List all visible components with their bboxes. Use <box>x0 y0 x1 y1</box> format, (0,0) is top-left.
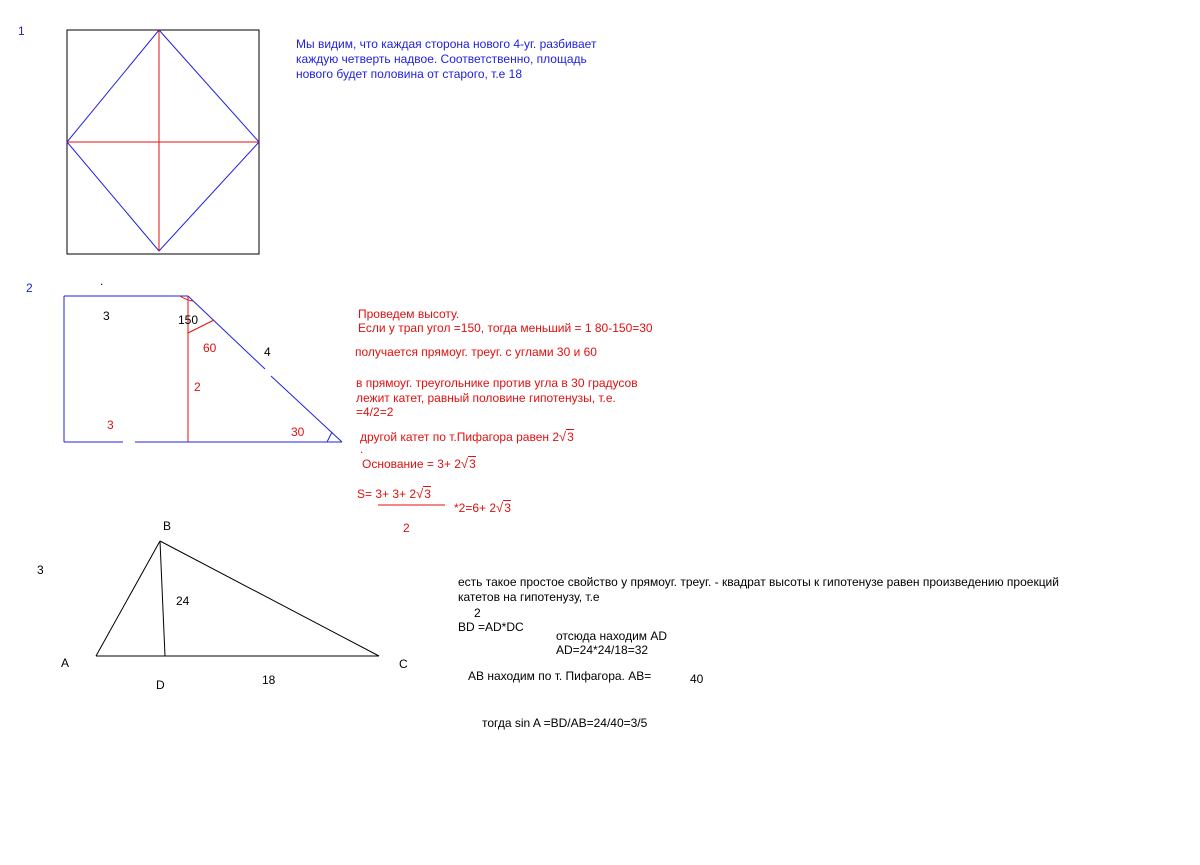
p2-line-8-radicand: 3 <box>469 457 476 471</box>
label-top-3: 3 <box>103 309 110 323</box>
p3-line-4: отсюда находим AD <box>556 629 668 643</box>
problem2-number: 2 <box>26 281 33 295</box>
trapezoid-slant-lower <box>271 376 342 442</box>
radical-sign: √ <box>416 486 424 501</box>
p3-line-6-value: 40 <box>690 672 704 686</box>
p2-line-4: в прямоуг. треугольнике против угла в 30 градусов <box>356 376 638 390</box>
problem1-line-1: Мы видим, что каждая сторона нового 4-уг. разбивает <box>296 37 597 51</box>
rhombus <box>67 30 259 251</box>
problem3-number: 3 <box>37 563 44 577</box>
vertex-B: B <box>163 519 172 533</box>
label-height-2: 2 <box>194 380 201 394</box>
p2-line-7-text: другой катет по т.Пифагора равен 2 <box>360 430 560 444</box>
area-suffix-radicand: 3 <box>504 501 511 515</box>
p2-line-7 <box>360 430 574 444</box>
p3-line-3: BD =AD*DC <box>458 620 524 634</box>
radical-sign: √ <box>496 500 504 515</box>
p2-line-8-dot: . <box>360 442 364 456</box>
problem1-line-3: нового будет половина от старого, т.е 18 <box>296 67 523 81</box>
problem1-line-2: каждую четверть надвое. Соответственно, площадь <box>296 52 587 66</box>
p3-exponent: 2 <box>474 606 481 620</box>
p2-line-8 <box>362 457 476 471</box>
p2-line-1: Проведем высоту. <box>358 307 460 321</box>
problem2-dot: . <box>100 274 104 288</box>
vertex-A: A <box>61 656 70 670</box>
radical-sign: √ <box>559 429 567 444</box>
label-bottom-3: 3 <box>107 418 114 432</box>
p2-line-3: получается прямоуг. треуг. с углами 30 и 60 <box>355 345 597 359</box>
p2-line-2: Если у трап угол =150, тогда меньший = 1 80-150=30 <box>358 321 653 335</box>
trapezoid-slant-upper <box>188 296 265 369</box>
p2-line-7-radicand: 3 <box>567 430 574 444</box>
label-angle-60: 60 <box>203 341 217 355</box>
p2-line-5: лежит катет, равный половине гипотенузы, т.е. <box>356 391 616 405</box>
p3-line-1: есть такое простое свойство у прямоуг. треуг. - квадрат высоты к гипотенузе равен произведению проекций <box>458 575 1059 589</box>
vertex-C: C <box>399 657 408 671</box>
triangle-side-AB <box>96 541 160 656</box>
triangle-side-BC <box>160 541 379 656</box>
p2-line-8-text: Основание = 3+ 2 <box>362 457 461 471</box>
label-DC-18: 18 <box>262 673 276 687</box>
area-suffix-text: *2=6+ 2 <box>454 501 497 515</box>
problem1-number: 1 <box>18 24 25 38</box>
vertex-D: D <box>156 678 165 692</box>
radical-sign: √ <box>460 456 469 471</box>
angle30-arc <box>327 432 332 442</box>
p3-line-6: AB находим по т. Пифагора. AB= <box>468 669 652 683</box>
p3-line-2: катетов на гипотенузу, т.е <box>458 590 600 604</box>
area-denominator: 2 <box>403 521 410 535</box>
p3-line-5: AD=24*24/18=32 <box>556 643 649 657</box>
label-BD-24: 24 <box>176 594 190 608</box>
label-side-4: 4 <box>264 345 271 359</box>
label-angle-150: 150 <box>178 313 199 327</box>
area-suffix <box>454 501 511 515</box>
p2-line-6: =4/2=2 <box>356 405 394 419</box>
area-numerator-radicand: 3 <box>424 487 431 501</box>
p3-line-7: тогда sin A =BD/AB=24/40=3/5 <box>482 716 648 730</box>
triangle-altitude-BD <box>160 541 165 656</box>
area-numerator <box>357 487 431 501</box>
label-angle-30: 30 <box>291 425 305 439</box>
area-numerator-text: S= 3+ 3+ 2 <box>357 487 417 501</box>
